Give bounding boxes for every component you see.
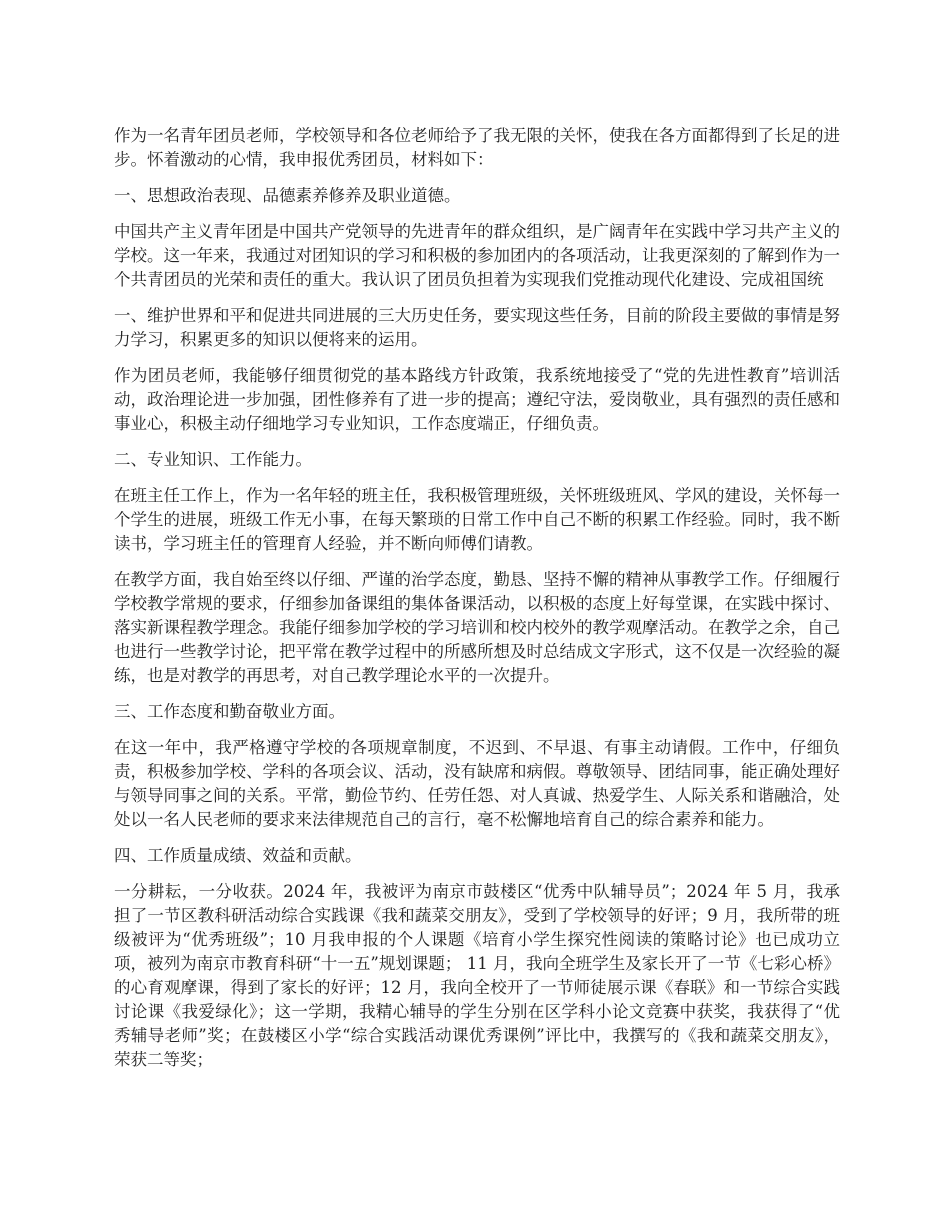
document-body [114, 124, 840, 1084]
body-paragraph: 作为团员老师，我能够仔细贯彻党的基本路线方针政策，我系统地接受了“党的先进性教育”培训活动，政治理论进一步加强，团性修养有了进一步的提高；遵纪守法，爱岗敬业，具有强烈的责任感和事业心，积极主动仔细地学习专业知识，工作态度端正，仔细负责。 [114, 366, 840, 433]
body-paragraph: 在这一年中，我严格遵守学校的各项规章制度，不迟到、不早退、有事主动请假。工作中，仔细负责，积极参加学校、学科的各项会议、活动，没有缺席和病假。尊敬领导、团结同事，能正确处理好与领导同事之间的关系。平常，勤俭节约、任劳任怨、对人真诚、热爱学生、人际关系和谐融洽，处处以一名人民老师的要求来法律规范自己的言行，毫不松懈地培育自己的综合素养和能力。 [114, 738, 840, 829]
section-heading-2: 二、专业知识、工作能力。 [114, 450, 312, 469]
body-paragraph: 一、维护世界和平和促进共同进展的三大历史任务，要实现这些任务，目前的阶段主要做的事情是努力学习，积累更多的知识以便将来的运用。 [114, 306, 840, 349]
body-paragraph: 一分耕耘，一分收获。2024 年，我被评为南京市鼓楼区“优秀中队辅导员”；2024 年 5 月，我承担了一节区教科研活动综合实践课《我和蔬菜交朋友》，受到了学校领导的好评；9 月，我所带的班级被评为“优秀班级”；10 月我申报的个人课题《培育小学生探究性阅读的策略讨论》也已成功立项，被列为南京市教育科研“十一五”规划课题； 11 月，我向全班学生及家长开了一节《七彩心桥》的心育观摩课，得到了家长的好评；12 月，我向全校开了一节师徒展示课《春联》和一节综合实践讨论课《我爱绿化》；这一学期，我精心辅导的学生分别在区学科小论文竞赛中获奖，我获得了“优秀辅导老师”奖；在鼓楼区小学“综合实践活动课优秀课例”评比中，我撰写的《我和蔬菜交朋友》，荣获二等奖； [114, 882, 840, 1069]
body-paragraph: 在教学方面，我自始至终以仔细、严谨的治学态度，勤恳、坚持不懈的精神从事教学工作。仔细履行学校教学常规的要求，仔细参加备课组的集体备课活动，以积极的态度上好每堂课，在实践中探讨、落实新课程教学理念。我能仔细参加学校的学习培训和校内校外的教学观摩活动。在教学之余，自己也进行一些教学讨论，把平常在教学过程中的所感所想及时总结成文字形式，这不仅是一次经验的凝练，也是对教学的再思考，对自己教学理论水平的一次提升。 [114, 570, 840, 685]
section-heading-1: 一、思想政治表现、品德素养修养及职业道德。 [114, 186, 461, 205]
body-paragraph: 在班主任工作上，作为一名年轻的班主任，我积极管理班级，关怀班级班风、学风的建设，关怀每一个学生的进展，班级工作无小事，在每天繁琐的日常工作中自己不断的积累工作经验。同时，我不断读书，学习班主任的管理育人经验，并不断向师傅们请教。 [114, 486, 840, 553]
section-heading-3: 三、工作态度和勤奋敬业方面。 [114, 702, 345, 721]
intro-paragraph: 作为一名青年团员老师，学校领导和各位老师给予了我无限的关怀，使我在各方面都得到了长足的进步。怀着激动的心情，我申报优秀团员，材料如下： [114, 126, 840, 169]
body-paragraph: 中国共产主义青年团是中国共产党领导的先进青年的群众组织，是广阔青年在实践中学习共产主义的学校。这一年来，我通过对团知识的学习和积极的参加团内的各项活动，让我更深刻的了解到作为一个共青团员的光荣和责任的重大。我认识了团员负担着为实现我们党推动现代化建设、完成祖国统 [114, 222, 840, 289]
section-heading-4: 四、工作质量成绩、效益和贡献。 [114, 846, 362, 865]
